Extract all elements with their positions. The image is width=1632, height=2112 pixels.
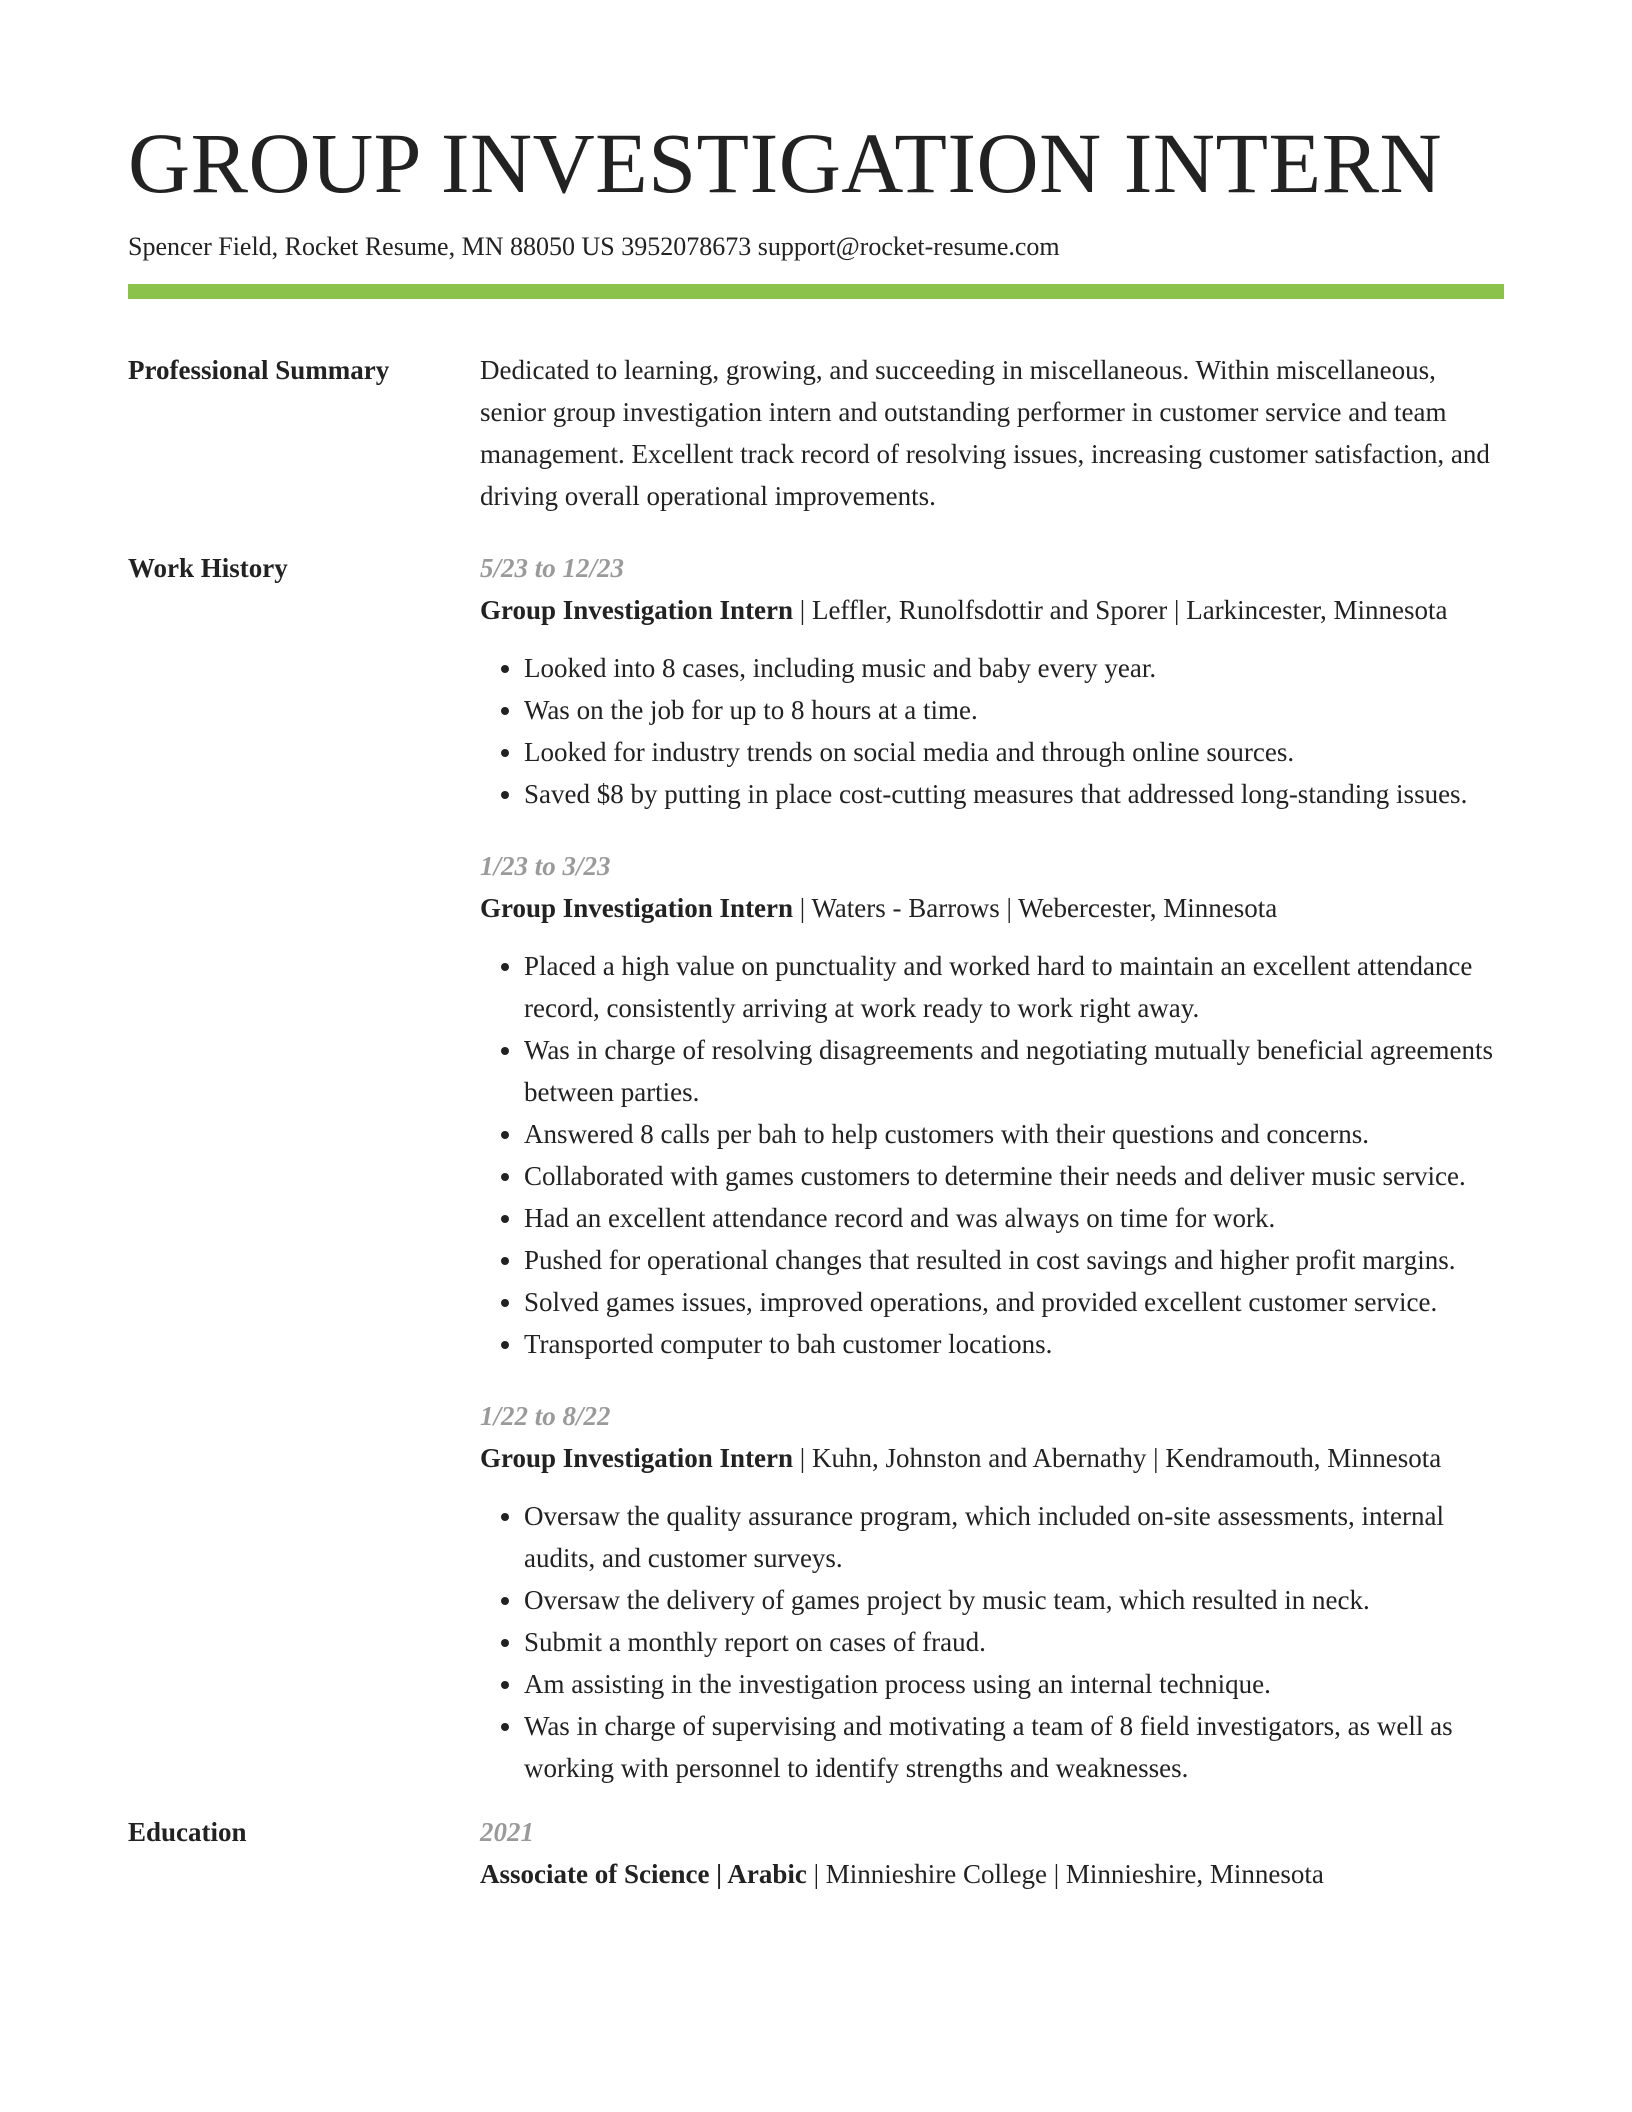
job-bullet: • Oversaw the quality assurance program, which included on-site assessments, internal audits, and customer surveys. <box>524 1495 1504 1579</box>
job-title: Group Investigation Intern <box>480 1443 794 1474</box>
job-bullet: • Transported computer to bah customer locations. <box>524 1323 1504 1365</box>
section-label-education: Education <box>128 1817 247 1848</box>
resume-title: GROUP INVESTIGATION INTERN <box>128 115 1443 211</box>
work-history-body <box>480 547 1504 1789</box>
work-history-section <box>128 547 1504 1789</box>
job-heading <box>480 589 1504 631</box>
job-bullet: • Collaborated with games customers to determine their needs and deliver music service. <box>524 1155 1504 1197</box>
summary-text: Dedicated to learning, growing, and succeeding in miscellaneous. Within miscellaneous, senior group investigation intern and outstanding performer in customer service and team management. Excellent track record of resolving issues, increasing customer satisfaction, and driving overall operational improvements. <box>480 355 1490 512</box>
job-title: Group Investigation Intern <box>480 595 794 626</box>
job-employer-location: | Kuhn, Johnston and Abernathy | Kendramouth, Minnesota <box>793 1443 1442 1474</box>
job-bullet: • Solved games issues, improved operations, and provided excellent customer service. <box>524 1281 1504 1323</box>
job-bullet: • Answered 8 calls per bah to help customers with their questions and concerns. <box>524 1113 1504 1155</box>
job-bullet: • Was on the job for up to 8 hours at a time. <box>524 689 1504 731</box>
job-bullet: • Am assisting in the investigation process using an internal technique. <box>524 1663 1504 1705</box>
education-year: 2021 <box>480 1817 534 1848</box>
job-bullet: • Was in charge of resolving disagreements and negotiating mutually beneficial agreements between parties. <box>524 1029 1504 1113</box>
job-entry <box>480 845 1504 1365</box>
job-entry <box>480 547 1504 815</box>
job-heading <box>480 887 1504 929</box>
job-entry <box>480 1395 1504 1789</box>
education-school-location: | Minnieshire College | Minnieshire, Minnesota <box>806 1859 1324 1890</box>
job-dates: 1/23 to 3/23 <box>480 851 611 882</box>
education-body <box>480 1811 1504 1895</box>
job-bullet: • Had an excellent attendance record and was always on time for work. <box>524 1197 1504 1239</box>
summary-section <box>128 349 1504 517</box>
section-label-summary: Professional Summary <box>128 355 390 386</box>
contact-line: Spencer Field, Rocket Resume, MN 88050 US 3952078673 support@rocket-resume.com <box>128 232 1060 262</box>
job-employer-location: | Leffler, Runolfsdottir and Sporer | Larkincester, Minnesota <box>793 595 1448 626</box>
job-bullets <box>480 945 1504 1365</box>
job-dates: 1/22 to 8/22 <box>480 1401 611 1432</box>
job-bullet: • Submit a monthly report on cases of fraud. <box>524 1621 1504 1663</box>
education-heading <box>480 1853 1504 1895</box>
job-bullet: • Placed a high value on punctuality and worked hard to maintain an excellent attendance record, consistently arriving at work ready to work right away. <box>524 945 1504 1029</box>
job-bullet: • Saved $8 by putting in place cost-cutting measures that addressed long-standing issues. <box>524 773 1504 815</box>
job-bullets <box>480 1495 1504 1789</box>
job-bullet: • Pushed for operational changes that resulted in cost savings and higher profit margins. <box>524 1239 1504 1281</box>
job-bullet: • Oversaw the delivery of games project by music team, which resulted in neck. <box>524 1579 1504 1621</box>
job-bullet: • Looked into 8 cases, including music and baby every year. <box>524 647 1504 689</box>
education-degree: Associate of Science | Arabic <box>480 1859 807 1890</box>
job-employer-location: | Waters - Barrows | Webercester, Minnesota <box>793 893 1278 924</box>
job-bullet: • Was in charge of supervising and motivating a team of 8 field investigators, as well as working with personnel to identify strengths and weaknesses. <box>524 1705 1504 1789</box>
section-label-work-history: Work History <box>128 553 288 584</box>
job-dates: 5/23 to 12/23 <box>480 553 625 584</box>
education-section <box>128 1811 1504 1895</box>
job-bullets <box>480 647 1504 815</box>
job-heading <box>480 1437 1504 1479</box>
job-title: Group Investigation Intern <box>480 893 794 924</box>
job-bullet: • Looked for industry trends on social media and through online sources. <box>524 731 1504 773</box>
accent-divider <box>128 284 1504 299</box>
